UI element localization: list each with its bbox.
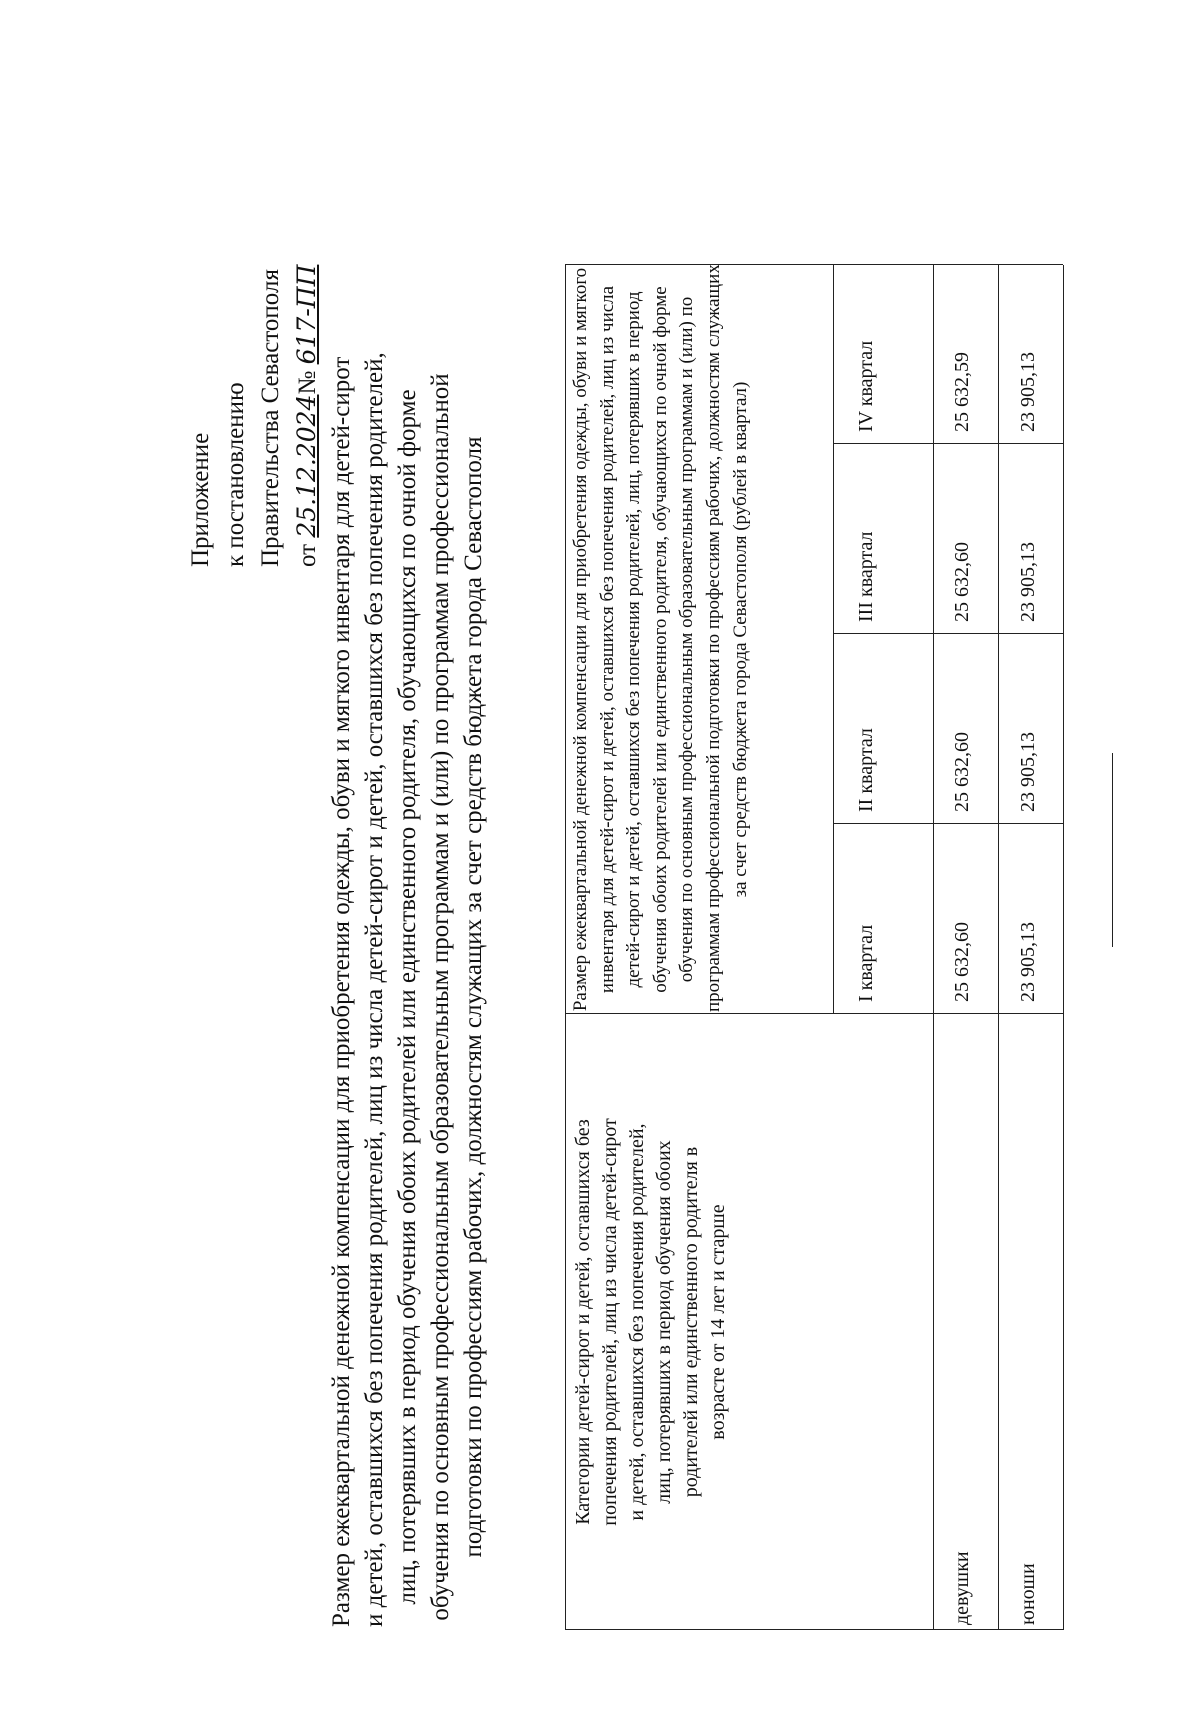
table-row-divider (933, 265, 934, 1630)
table-border-bottom (1063, 265, 1064, 1630)
header-amount-line: Размер ежеквартальной денежной компенсации для приобретения одежды, обуви и мягкого (570, 267, 591, 1012)
approval-line-3: Правительства Севастополя (257, 269, 284, 567)
approval-line-4 (292, 265, 322, 567)
title-line: Размер ежеквартальной денежной компенсации для приобретения одежды, обуви и мягкого инвентаря для детей-сирот (328, 356, 355, 1627)
approval-line-1: Приложение (187, 432, 214, 567)
header-category-line: родителей или единственного родителя в (680, 1146, 702, 1498)
cell-value: 25 632,60 (951, 732, 973, 812)
approval-date: 25.12.2024 (292, 394, 321, 538)
header-amount-line: обучения обоих родителей или единственного родителя, обучающихся по очной форме (649, 286, 671, 993)
table-border-left (565, 1629, 1063, 1630)
table-border-top (565, 265, 566, 1630)
approval-from-prefix: от (294, 543, 321, 567)
header-amount-line: инвентаря для детей-сирот и детей, оставшихся без попечения родителей, лиц из числа (596, 285, 618, 994)
header-category-cell (570, 1016, 732, 1628)
row-category-boys: юноши (1017, 1563, 1039, 1625)
approval-number: 617-ПП (292, 264, 321, 365)
header-category-line: и детей, оставшихся без попечения родителей, (626, 1123, 648, 1521)
header-amount-line: за счет средств бюджета города Севастополя (рублей в квартал) (729, 381, 751, 898)
table-column-divider (833, 823, 1063, 824)
table-header-divider (833, 265, 834, 1014)
quarter-header-3: III квартал (855, 531, 877, 622)
quarter-header-2: II квартал (855, 728, 877, 812)
title-line: и детей, оставшихся без попечения родителей, лиц из числа детей-сирот и детей, оставшихся без попечения родителей, (361, 352, 388, 1627)
cell-value: 23 905,13 (1017, 542, 1039, 622)
cell-value: 23 905,13 (1017, 732, 1039, 812)
title-line: обучения по основным профессиональным образовательным программам и (или) по программам профессиональной (427, 373, 454, 1621)
cell-value: 23 905,13 (1017, 922, 1039, 1002)
row-category-girls: девушки (951, 1551, 973, 1625)
header-amount-line: детей-сирот и детей, оставшихся без попечения родителей, лиц, потерявших в период (623, 291, 645, 988)
cell-value: 25 632,59 (951, 352, 973, 432)
table-row-divider (998, 265, 999, 1630)
header-category-line: возрасте от 14 лет и старше (707, 1204, 729, 1440)
table-column-divider (833, 633, 1063, 634)
title-line: подготовки по профессиям рабочих, должностям служащих за счет средств бюджета города Севастополя (460, 436, 487, 1558)
header-amount-line: обучения по основным профессиональным образовательным программам и (или) по (676, 296, 698, 983)
header-amount-cell (568, 264, 754, 1012)
approval-line-2: к постановлению (222, 382, 249, 567)
cell-value: 25 632,60 (951, 542, 973, 622)
header-amount-line: программам профессиональной подготовки по профессиям рабочих, должностям служащих (702, 264, 724, 1012)
table-column-divider (565, 1013, 1063, 1014)
closing-divider-line (1112, 753, 1113, 947)
approval-number-sign: № (294, 370, 321, 395)
header-category-line: Категории детей-сирот и детей, оставшихся без (572, 1119, 594, 1525)
cell-value: 23 905,13 (1017, 352, 1039, 432)
cell-value: 25 632,60 (951, 922, 973, 1002)
table-border-right (565, 264, 1063, 265)
header-category-line: попечения родителей, лиц из числа детей-сирот (599, 1118, 621, 1526)
quarter-header-4: IV квартал (855, 340, 877, 432)
table-column-divider (833, 443, 1063, 444)
quarter-header-1: I квартал (855, 924, 877, 1002)
title-line: лиц, потерявших в период обучения обоих родителей или единственного родителя, обучающихся по очной форме (394, 389, 421, 1605)
header-category-line: лиц, потерявших в период обучения обоих (653, 1140, 675, 1504)
